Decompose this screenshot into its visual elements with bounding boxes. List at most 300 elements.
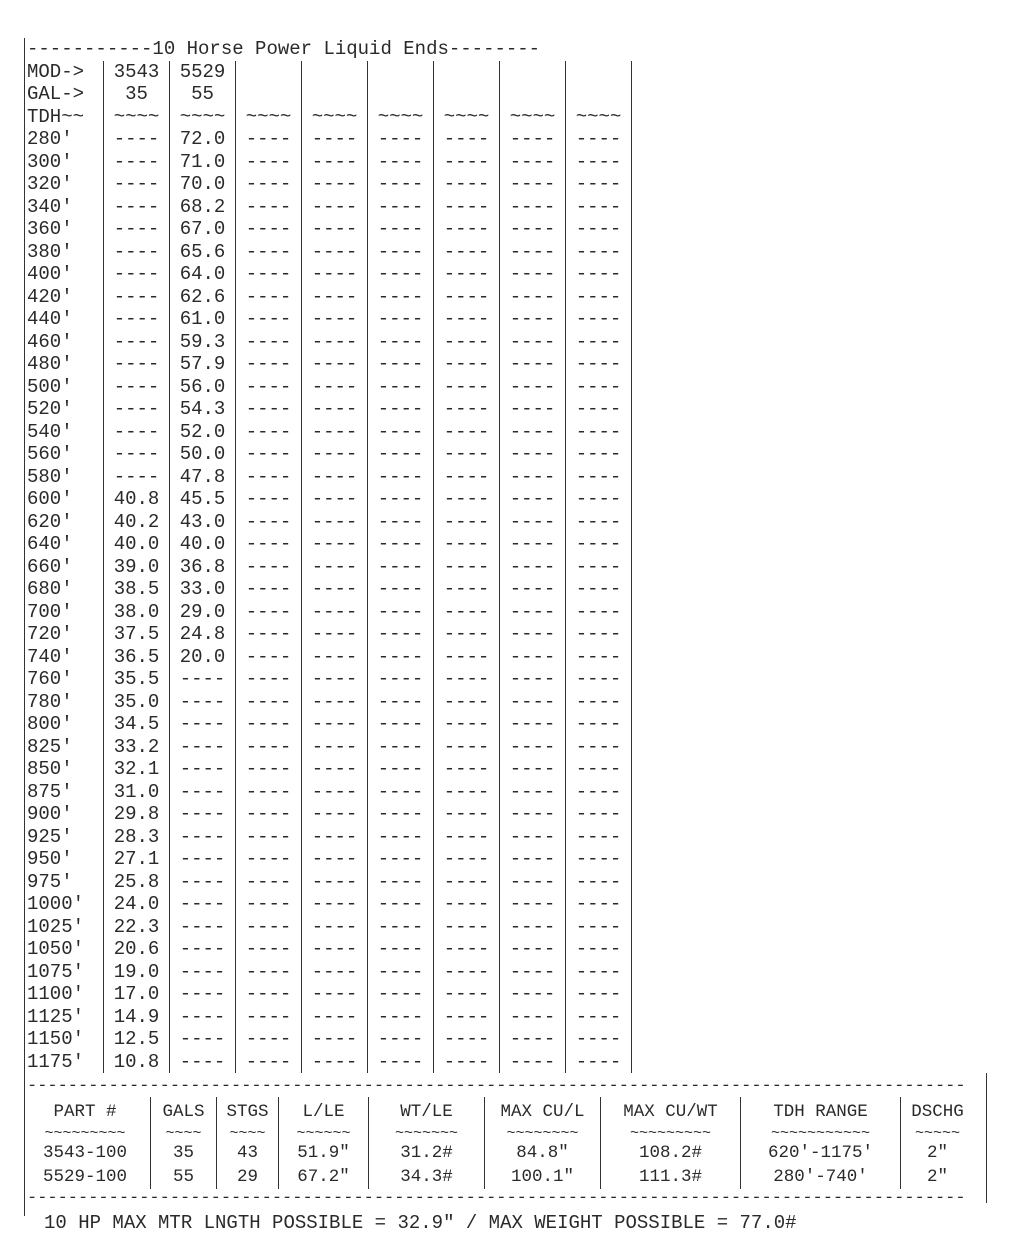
gal-cell: 55 (169, 83, 235, 106)
tdh-cell: 850' (27, 758, 73, 780)
value-cell: ---- (565, 826, 631, 849)
table-row (20, 871, 638, 894)
value-cell: ---- (103, 286, 169, 309)
value-cell: ---- (565, 128, 631, 151)
value-cell: ---- (433, 353, 499, 376)
value-cell: ---- (367, 713, 433, 736)
table-row (20, 668, 638, 691)
value-cell: ---- (565, 1051, 631, 1074)
value-cell: 34.5 (103, 713, 169, 736)
value-cell: 64.0 (169, 263, 235, 286)
table-right-border (631, 421, 634, 444)
gal-cell (367, 83, 433, 106)
value-cell: ---- (367, 938, 433, 961)
col-header-stgs: STGS (216, 1097, 278, 1127)
value-cell: ---- (301, 803, 367, 826)
value-cell: ---- (565, 623, 631, 646)
value-cell: ---- (367, 578, 433, 601)
value-cell: ---- (235, 263, 301, 286)
tdh-cell: 640' (27, 533, 73, 555)
value-cell: ---- (433, 623, 499, 646)
value-cell: ---- (499, 308, 565, 331)
table-right-border (631, 556, 634, 579)
value-cell: ---- (565, 443, 631, 466)
value-cell: ---- (565, 556, 631, 579)
value-cell: ---- (169, 803, 235, 826)
col-header-max-cu-l: MAX CU/L (484, 1097, 600, 1127)
value-cell: ---- (235, 533, 301, 556)
value-cell: ---- (433, 713, 499, 736)
value-cell: ---- (103, 218, 169, 241)
value-cell: 10.8 (103, 1051, 169, 1074)
tdh-cell: 1000' (27, 893, 85, 915)
value-cell: ---- (433, 601, 499, 624)
value-cell: 31.0 (103, 781, 169, 804)
parts-top-dashes: -------------------------------------------------------------------------------------------- (27, 1077, 966, 1096)
value-cell: ---- (565, 173, 631, 196)
value-cell: 45.5 (169, 488, 235, 511)
value-cell: ---- (301, 893, 367, 916)
value-cell: ---- (301, 331, 367, 354)
value-cell: 72.0 (169, 128, 235, 151)
table-row (20, 151, 638, 174)
model-cell (433, 61, 499, 84)
table-right-border (631, 803, 634, 826)
table-right-border (631, 938, 634, 961)
tdh-cell: 1025' (27, 915, 85, 938)
value-cell: ---- (499, 848, 565, 871)
value-cell: ---- (103, 196, 169, 219)
value-cell: 50.0 (169, 443, 235, 466)
parts-row (20, 1141, 986, 1165)
tilde-cell: ~~~~ (433, 106, 499, 129)
value-cell: ---- (433, 286, 499, 309)
value-cell: ---- (169, 1051, 235, 1074)
value-cell: ---- (367, 893, 433, 916)
table-row (20, 128, 638, 151)
value-cell: ---- (235, 128, 301, 151)
value-cell: ---- (301, 938, 367, 961)
value-cell: 32.1 (103, 758, 169, 781)
value-cell: 54.3 (169, 398, 235, 421)
tdh-cell: 400' (27, 263, 73, 285)
gals-cell: 55 (150, 1165, 216, 1189)
value-cell: ---- (367, 871, 433, 894)
table-row (20, 578, 638, 601)
value-cell: ---- (367, 196, 433, 219)
value-cell: ---- (301, 781, 367, 804)
value-cell: ---- (499, 826, 565, 849)
value-cell: 28.3 (103, 826, 169, 849)
value-cell: ---- (169, 1028, 235, 1051)
table-row (20, 758, 638, 781)
value-cell: ---- (367, 331, 433, 354)
data-rows (20, 128, 638, 1073)
table-right-border (631, 151, 634, 174)
value-cell: ---- (499, 151, 565, 174)
value-cell: ---- (169, 983, 235, 1006)
value-cell: 59.3 (169, 331, 235, 354)
value-cell: ---- (301, 151, 367, 174)
value-cell: ---- (235, 758, 301, 781)
value-cell: ---- (565, 376, 631, 399)
value-cell: ---- (433, 938, 499, 961)
value-cell: ---- (499, 601, 565, 624)
value-cell: 35.5 (103, 668, 169, 691)
table-right-border (631, 871, 634, 894)
value-cell: 29.8 (103, 803, 169, 826)
value-cell: ---- (301, 983, 367, 1006)
value-cell: ---- (235, 781, 301, 804)
value-cell: ---- (499, 713, 565, 736)
value-cell: ---- (367, 668, 433, 691)
value-cell: ---- (565, 893, 631, 916)
table-row (20, 803, 638, 826)
value-cell: ---- (235, 938, 301, 961)
max-cu-l-cell: 84.8" (484, 1141, 600, 1165)
value-cell: ---- (433, 781, 499, 804)
value-cell: ---- (433, 556, 499, 579)
value-cell: ---- (433, 173, 499, 196)
table-row (20, 353, 638, 376)
value-cell: ---- (565, 218, 631, 241)
value-cell: 19.0 (103, 961, 169, 984)
value-cell: ---- (565, 151, 631, 174)
value-cell: ---- (103, 241, 169, 264)
value-cell: ---- (367, 443, 433, 466)
tdh-cell: 1175' (27, 1050, 85, 1073)
tdh-cell: 950' (27, 848, 73, 870)
value-cell: ---- (103, 128, 169, 151)
tdh-cell: 1050' (27, 938, 85, 960)
tdh-cell: 720' (27, 623, 73, 645)
table-row (20, 173, 638, 196)
value-cell: ---- (565, 308, 631, 331)
value-cell: ---- (367, 263, 433, 286)
table-row (20, 623, 638, 646)
value-cell: ---- (367, 848, 433, 871)
value-cell: ---- (301, 173, 367, 196)
value-cell: 71.0 (169, 151, 235, 174)
value-cell: ---- (565, 758, 631, 781)
stgs-cell: 29 (216, 1165, 278, 1189)
value-cell: ---- (169, 893, 235, 916)
table-right-border (631, 1006, 634, 1029)
value-cell: ---- (367, 398, 433, 421)
parts-header-row (20, 1097, 986, 1127)
value-cell: ---- (499, 511, 565, 534)
max-cu-l-cell: 100.1" (484, 1165, 600, 1189)
value-cell: 38.0 (103, 601, 169, 624)
value-cell: ---- (433, 241, 499, 264)
value-cell: ---- (301, 758, 367, 781)
value-cell: ---- (499, 241, 565, 264)
value-cell: ---- (565, 938, 631, 961)
value-cell: ---- (565, 803, 631, 826)
tdh-cell: 600' (27, 488, 73, 510)
value-cell: ---- (499, 376, 565, 399)
value-cell: ---- (301, 128, 367, 151)
value-cell: ---- (433, 218, 499, 241)
table-right-border (631, 646, 634, 669)
value-cell: 70.0 (169, 173, 235, 196)
value-cell: ---- (235, 398, 301, 421)
value-cell: ---- (499, 736, 565, 759)
value-cell: ---- (499, 916, 565, 939)
table-row (20, 511, 638, 534)
value-cell: ---- (565, 1028, 631, 1051)
table-row (20, 466, 638, 489)
value-cell: ---- (433, 758, 499, 781)
gal-cell (499, 83, 565, 106)
value-cell: ---- (367, 308, 433, 331)
value-cell: ---- (499, 781, 565, 804)
tdh-cell: 440' (27, 308, 73, 330)
value-cell: 52.0 (169, 421, 235, 444)
value-cell: ---- (367, 376, 433, 399)
value-cell: ---- (433, 736, 499, 759)
tilde-cell: ~~~~~~~~~ (44, 1125, 126, 1142)
table-right-border (631, 173, 634, 196)
table-row (20, 646, 638, 669)
tdh-cell: 1150' (27, 1028, 85, 1050)
value-cell: ---- (235, 511, 301, 534)
value-cell: ---- (103, 443, 169, 466)
value-cell: ---- (499, 893, 565, 916)
table-row (20, 691, 638, 714)
value-cell: ---- (433, 263, 499, 286)
value-cell: ---- (565, 331, 631, 354)
value-cell: ---- (499, 1051, 565, 1074)
value-cell: ---- (499, 578, 565, 601)
value-cell: ---- (367, 466, 433, 489)
value-cell: ---- (367, 646, 433, 669)
value-cell: ---- (301, 376, 367, 399)
value-cell: 36.8 (169, 556, 235, 579)
header-tdh-row (20, 106, 638, 129)
value-cell: ---- (235, 691, 301, 714)
value-cell: ---- (367, 623, 433, 646)
value-cell: ---- (433, 578, 499, 601)
value-cell: ---- (301, 353, 367, 376)
value-cell: ---- (235, 376, 301, 399)
table-right-border (631, 848, 634, 871)
value-cell: ---- (565, 263, 631, 286)
tilde-cell: ~~~~~~ (278, 1127, 368, 1141)
tilde-cell: ~~~~ (150, 1127, 216, 1141)
value-cell: 37.5 (103, 623, 169, 646)
table-right-border (631, 511, 634, 534)
table-row (20, 1028, 638, 1051)
col-header-tdh-range: TDH RANGE (740, 1097, 900, 1127)
tdh-cell: 975' (27, 870, 73, 893)
gal-cell (565, 83, 631, 106)
gals-cell: 35 (150, 1141, 216, 1165)
value-cell: ---- (235, 983, 301, 1006)
value-cell: ---- (367, 421, 433, 444)
table-row (20, 376, 638, 399)
value-cell: ---- (499, 961, 565, 984)
table-row (20, 398, 638, 421)
table-right-border (631, 128, 634, 151)
tdh-cell: 320' (27, 173, 73, 195)
value-cell: ---- (235, 241, 301, 264)
tdh-cell: 760' (27, 668, 73, 690)
table-right-border (631, 331, 634, 354)
value-cell: ---- (499, 466, 565, 489)
table-right-border (631, 263, 634, 286)
table-row (20, 241, 638, 264)
value-cell: 33.2 (103, 736, 169, 759)
tdh-cell: 700' (27, 600, 73, 623)
wt-le-cell: 34.3# (368, 1165, 484, 1189)
table-row (20, 556, 638, 579)
header-gal-row (20, 83, 638, 106)
table-row (20, 713, 638, 736)
value-cell: ---- (565, 1006, 631, 1029)
value-cell: ---- (367, 983, 433, 1006)
value-cell: ---- (433, 826, 499, 849)
tdh-range-cell: 280'-740' (740, 1165, 900, 1189)
value-cell: ---- (499, 623, 565, 646)
value-cell: 47.8 (169, 466, 235, 489)
value-cell: ---- (565, 488, 631, 511)
gal-cell: 35 (103, 83, 169, 106)
table-row (20, 781, 638, 804)
value-cell: 40.8 (103, 488, 169, 511)
value-cell: ---- (565, 646, 631, 669)
value-cell: ---- (499, 983, 565, 1006)
col-header-part: PART # (53, 1102, 117, 1122)
table-row (20, 533, 638, 556)
footer-note: 10 HP MAX MTR LNGTH POSSIBLE = 32.9" / MAX WEIGHT POSSIBLE = 77.0# (44, 1212, 797, 1234)
value-cell: ---- (367, 758, 433, 781)
value-cell: ---- (499, 646, 565, 669)
value-cell: ---- (235, 196, 301, 219)
table-right-border (631, 488, 634, 511)
value-cell: ---- (301, 578, 367, 601)
wt-le-cell: 31.2# (368, 1141, 484, 1165)
value-cell: 20.6 (103, 938, 169, 961)
value-cell: ---- (235, 893, 301, 916)
value-cell: ---- (301, 421, 367, 444)
value-cell: ---- (433, 443, 499, 466)
table-right-border (631, 286, 634, 309)
value-cell: ---- (367, 511, 433, 534)
table-right-border (631, 241, 634, 264)
tilde-cell: ~~~~~~~~ (484, 1127, 600, 1141)
table-right-border (631, 601, 634, 624)
table-row (20, 218, 638, 241)
value-cell: ---- (565, 848, 631, 871)
tdh-cell: 500' (27, 375, 73, 398)
tdh-cell: 800' (27, 713, 73, 735)
value-cell: ---- (235, 668, 301, 691)
value-cell: ---- (367, 691, 433, 714)
table-row (20, 983, 638, 1006)
table-row (20, 916, 638, 939)
value-cell: ---- (499, 331, 565, 354)
value-cell: ---- (433, 668, 499, 691)
value-cell: ---- (565, 601, 631, 624)
value-cell: 38.5 (103, 578, 169, 601)
value-cell: ---- (367, 488, 433, 511)
tilde-cell: ~~~~ (103, 106, 169, 129)
value-cell: ---- (565, 421, 631, 444)
value-cell: ---- (301, 263, 367, 286)
value-cell: ---- (499, 533, 565, 556)
value-cell: ---- (565, 871, 631, 894)
parts-row (20, 1165, 986, 1189)
value-cell: ---- (235, 556, 301, 579)
value-cell: 40.0 (169, 533, 235, 556)
value-cell: ---- (235, 466, 301, 489)
value-cell: 29.0 (169, 601, 235, 624)
value-cell: 61.0 (169, 308, 235, 331)
value-cell: ---- (103, 331, 169, 354)
tilde-cell: ~~~~ (169, 106, 235, 129)
value-cell: ---- (235, 421, 301, 444)
value-cell: ---- (367, 218, 433, 241)
value-cell: ---- (169, 916, 235, 939)
value-cell: ---- (367, 1028, 433, 1051)
tdh-cell: 520' (27, 398, 73, 420)
table-right-border (631, 668, 634, 691)
value-cell: ---- (301, 1051, 367, 1074)
value-cell: ---- (499, 1028, 565, 1051)
tdh-cell: 560' (27, 443, 73, 465)
value-cell: ---- (301, 1006, 367, 1029)
dschg-cell: 2" (900, 1141, 974, 1165)
value-cell: ---- (499, 128, 565, 151)
model-cell (565, 61, 631, 84)
value-cell: ---- (169, 871, 235, 894)
value-cell: ---- (301, 488, 367, 511)
value-cell: 24.8 (169, 623, 235, 646)
table-right-border (631, 1051, 634, 1074)
value-cell: ---- (235, 601, 301, 624)
tilde-cell: ~~~~ (499, 106, 565, 129)
value-cell: 27.1 (103, 848, 169, 871)
value-cell: ---- (301, 241, 367, 264)
value-cell: ---- (499, 398, 565, 421)
value-cell: ---- (169, 826, 235, 849)
value-cell: ---- (301, 601, 367, 624)
gal-cell (235, 83, 301, 106)
tdh-cell: 740' (27, 645, 73, 668)
tilde-cell: ~~~~ (565, 106, 631, 129)
value-cell: ---- (169, 758, 235, 781)
value-cell: ---- (565, 578, 631, 601)
tdh-cell: 900' (27, 803, 73, 825)
value-cell: ---- (103, 398, 169, 421)
value-cell: ---- (235, 736, 301, 759)
value-cell: ---- (367, 916, 433, 939)
table-right-border (631, 218, 634, 241)
value-cell: ---- (301, 556, 367, 579)
value-cell: ---- (367, 736, 433, 759)
table-right-border (631, 106, 634, 129)
table-right-border (631, 893, 634, 916)
tdh-cell: 540' (27, 420, 73, 443)
table-row (20, 848, 638, 871)
value-cell: ---- (433, 196, 499, 219)
table-row (20, 263, 638, 286)
model-cell (235, 61, 301, 84)
value-cell: ---- (301, 691, 367, 714)
table-row (20, 421, 638, 444)
value-cell: ---- (433, 511, 499, 534)
